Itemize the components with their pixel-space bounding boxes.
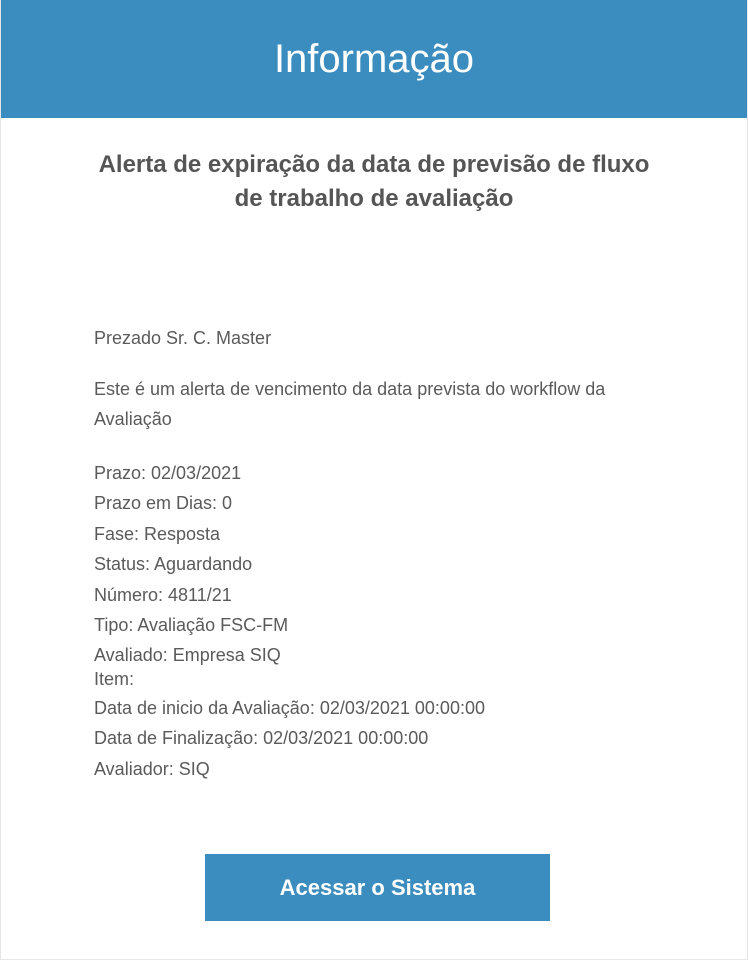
detail-avaliado: Avaliado: Empresa SIQ (94, 645, 281, 666)
detail-item: Item: (94, 668, 135, 689)
intro-text: Este é um alerta de vencimento da data prevista do workflow da Avaliação (94, 379, 606, 429)
header-title: Informação (273, 37, 475, 81)
alert-subject: Alerta de expiração da data de previsão de fluxo de trabalho de avaliação (98, 151, 650, 212)
cta-wrapper (205, 854, 550, 921)
message-body (94, 326, 654, 784)
access-system-button[interactable]: Acessar o Sistema (205, 854, 550, 921)
header-banner (1, 0, 747, 118)
detail-data-finalizacao: Data de Finalização: 02/03/2021 00:00:00 (94, 728, 429, 749)
detail-numero: Número: 4811/21 (94, 584, 232, 605)
details-list (94, 458, 654, 784)
detail-prazo-dias: Prazo em Dias: 0 (94, 493, 233, 514)
detail-avaliador: Avaliador: SIQ (94, 758, 210, 779)
detail-data-inicio: Data de inicio da Avaliação: 02/03/2021 00:00:00 (94, 697, 485, 718)
greeting-text: Prezado Sr. C. Master (94, 328, 272, 348)
detail-fase: Fase: Resposta (94, 523, 221, 544)
detail-prazo: Prazo: 02/03/2021 (94, 463, 242, 483)
detail-tipo: Tipo: Avaliação FSC-FM (94, 615, 289, 636)
detail-status: Status: Aguardando (94, 554, 253, 575)
